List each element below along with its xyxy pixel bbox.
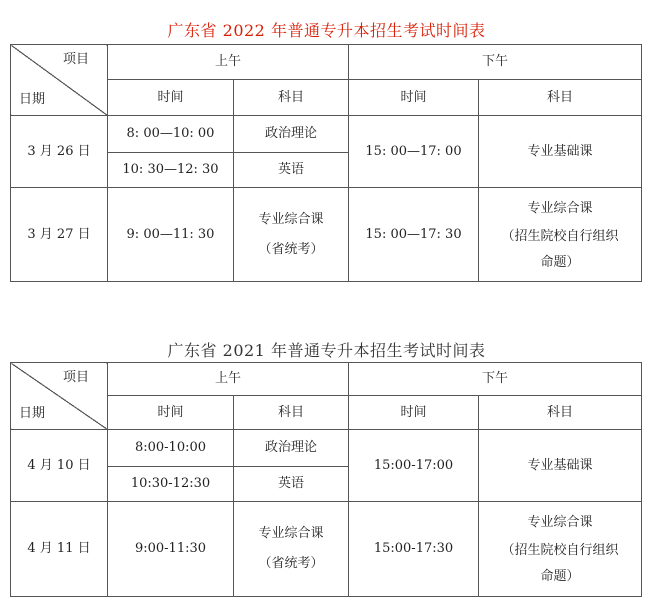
pm-subject-cell [479, 502, 642, 597]
header-pm-time: 时间 [349, 396, 479, 430]
table-2021-title: 广东省 2021 年普通专升本招生考试时间表 [167, 341, 486, 360]
subject-line: （省统考） [258, 556, 324, 571]
am-time-cell: 10: 30—12: 30 [108, 153, 234, 188]
header-am-subject: 科目 [234, 80, 349, 116]
header-am-subject: 科目 [234, 396, 349, 430]
header-morning: 上午 [108, 45, 349, 80]
subject-line: （招生院校自行组织 [501, 228, 619, 244]
am-time-cell: 8: 00—10: 00 [108, 116, 234, 153]
table-row [11, 502, 642, 597]
pm-subject-cell [479, 188, 642, 282]
am-subject-cell [234, 188, 349, 282]
header-date-label: 日期 [19, 406, 46, 421]
header-item-label: 项目 [62, 52, 89, 67]
pm-time-cell: 15: 00—17: 00 [349, 116, 479, 188]
table-row [11, 430, 642, 467]
header-item-label: 项目 [62, 370, 89, 385]
subject-line: 专业综合课 [527, 200, 593, 216]
am-time-cell: 9: 00—11: 30 [108, 188, 234, 282]
date-cell: 4 月 11 日 [11, 502, 108, 597]
header-afternoon: 下午 [349, 45, 642, 80]
header-morning: 上午 [108, 363, 349, 396]
pm-subject-cell: 专业基础课 [479, 116, 642, 188]
am-subject-cell [234, 502, 349, 597]
pm-time-cell: 15:00-17:00 [349, 430, 479, 502]
am-subject-cell: 英语 [234, 153, 349, 188]
subject-line: 专业综合课 [258, 211, 324, 227]
subject-line: 命题） [540, 569, 580, 584]
subject-line: （招生院校自行组织 [501, 543, 619, 558]
header-afternoon: 下午 [349, 363, 642, 396]
subject-line: （省统考） [258, 241, 324, 257]
am-time-cell: 8:00-10:00 [108, 430, 234, 467]
date-cell: 3 月 27 日 [11, 188, 108, 282]
exam-schedule-table-2021 [10, 362, 642, 597]
exam-schedule-table-2022 [10, 44, 642, 282]
am-subject-cell: 政治理论 [234, 430, 349, 467]
header-pm-subject: 科目 [479, 80, 642, 116]
am-time-cell: 10:30-12:30 [108, 467, 234, 502]
pm-time-cell: 15:00-17:30 [349, 502, 479, 597]
am-subject-cell: 英语 [234, 467, 349, 502]
subject-line: 命题） [540, 254, 580, 270]
date-cell: 4 月 10 日 [11, 430, 108, 502]
am-subject-cell: 政治理论 [234, 116, 349, 153]
header-date-label: 日期 [19, 92, 46, 107]
header-pm-subject: 科目 [479, 396, 642, 430]
header-am-time: 时间 [108, 396, 234, 430]
header-am-time: 时间 [108, 80, 234, 116]
date-cell: 3 月 26 日 [11, 116, 108, 188]
header-pm-time: 时间 [349, 80, 479, 116]
subject-line: 专业综合课 [527, 515, 593, 530]
pm-subject-cell: 专业基础课 [479, 430, 642, 502]
subject-line: 专业综合课 [258, 526, 324, 541]
pm-time-cell: 15: 00—17: 30 [349, 188, 479, 282]
header-diagonal-cell [11, 45, 108, 116]
table-row [11, 116, 642, 153]
header-diagonal-cell [11, 363, 108, 430]
table-2022-title: 广东省 2022 年普通专升本招生考试时间表 [167, 21, 486, 40]
table-row [11, 188, 642, 282]
am-time-cell: 9:00-11:30 [108, 502, 234, 597]
